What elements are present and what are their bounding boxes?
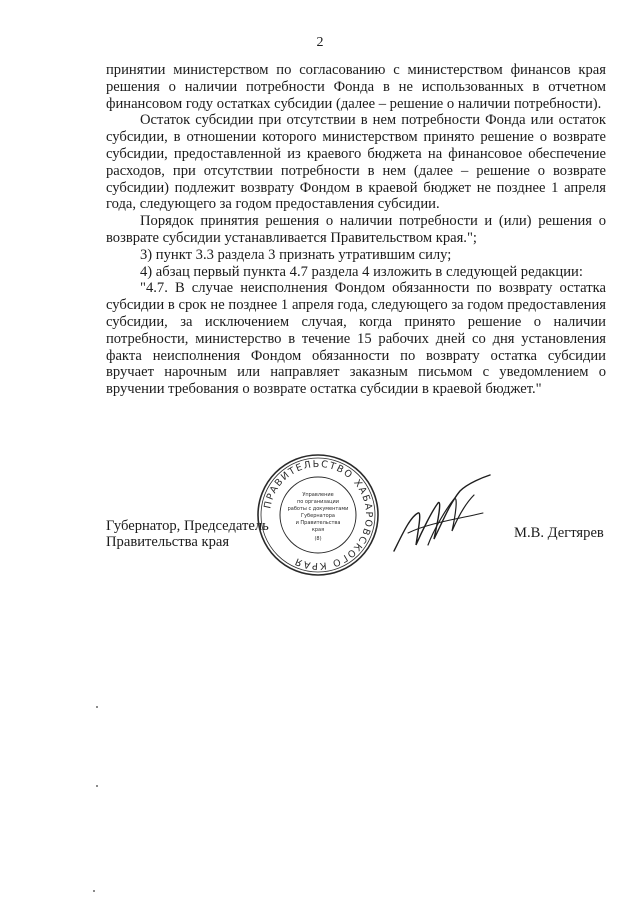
seal-inner-line5: и Правительства xyxy=(295,520,341,526)
seal-inner-line4: Губернатора xyxy=(301,513,335,519)
scan-speck xyxy=(96,706,98,708)
scan-speck xyxy=(93,890,95,892)
paragraph-continuation: принятии министерством по согласованию с министерством финансов края решения о наличии потребности Фонда в не использованных в отчетном финансовом году остатках субсидии (далее – решение о наличии потребности). xyxy=(106,62,606,112)
signatory-title-line1: Губернатор, Председатель xyxy=(106,518,269,534)
seal-inner-line6: края xyxy=(311,527,325,533)
seal-inner-line2: по организации xyxy=(297,499,339,505)
signatory-title xyxy=(106,518,269,550)
document-body xyxy=(106,62,606,398)
scan-speck xyxy=(96,785,98,787)
signatory-title-line2: Правительства края xyxy=(106,534,230,550)
seal-graphic xyxy=(255,452,381,578)
paragraph-decision-procedure: Порядок принятия решения о наличии потребности и (или) решения о возврате субсидии устанавливается Правительством края."; xyxy=(106,213,606,246)
seal-inner-line1: Управление xyxy=(302,492,334,498)
signatory-name: М.В. Дегтярев xyxy=(514,525,604,541)
seal-ring-text: ПРАВИТЕЛЬСТВО ХАБАРОВСКОГО КРАЯ xyxy=(262,458,375,572)
handwritten-signature xyxy=(388,473,493,568)
paragraph-subsidy-remainder: Остаток субсидии при отсутствии в нем потребности Фонда или остаток субсидии, в отношении которого министерством принято решение о возврате субсидии, предоставленной из краевого бюджета на финансовое обеспечение расходов, при отсутствии потребности в нем (далее – решение о возврате субсидии) подлежит возврату Фондом в краевой бюджет не позднее 1 апреля года, следующего за годом предоставления субсидии. xyxy=(106,112,606,213)
paragraph-item-3: 3) пункт 3.3 раздела 3 признать утратившим силу; xyxy=(140,246,452,263)
seal-inner-line3: работы с документами xyxy=(287,506,349,512)
paragraph-quoted-4-7: "4.7. В случае неисполнения Фондом обязанности по возврату остатка субсидии в срок не позднее 1 апреля года, следующего за годом предоставления субсидии, за исключением случая, когда принято решение о наличии потребности, министерство в течение 15 рабочих дней со дня установления факта неисполнения Фондом обязанности по возврату остатка субсидии вручает нарочным или направляет заказным письмом с уведомлением о вручении требования о возврате остатка субсидии в краевой бюджет." xyxy=(106,280,606,398)
seal-inner-line7: (8) xyxy=(314,536,322,542)
signature-graphic xyxy=(388,473,493,568)
official-seal-stamp xyxy=(255,452,381,578)
page-number: 2 xyxy=(316,35,324,50)
paragraph-item-4: 4) абзац первый пункта 4.7 раздела 4 изложить в следующей редакции: xyxy=(140,263,583,280)
